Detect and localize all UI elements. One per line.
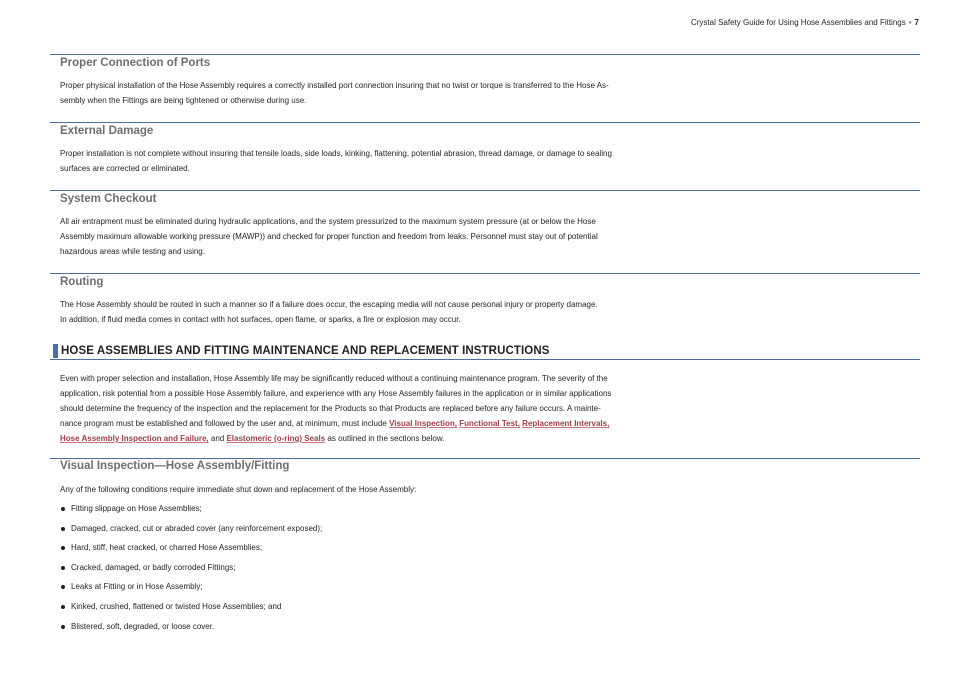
maintenance-tail: as outlined in the sections below. — [327, 434, 445, 443]
list-item — [60, 601, 322, 621]
maintenance-line-4: nance program must be established and followed by the user and, at minimum, must include — [60, 419, 387, 428]
list-item — [60, 542, 322, 562]
visual-intro: Any of the following conditions require immediate shut down and replacement of the Hose Assembly: — [60, 485, 417, 494]
bullet-icon — [61, 546, 65, 550]
list-item — [60, 581, 322, 601]
link-hose-assembly-inspection[interactable]: Hose Assembly Inspection and Failure, — [60, 434, 209, 443]
list-item-text: Blistered, soft, degraded, or loose cover. — [71, 621, 215, 631]
heading-maintenance: HOSE ASSEMBLIES AND FITTING MAINTENANCE AND REPLACEMENT INSTRUCTIONS — [61, 345, 550, 357]
list-item — [60, 523, 322, 543]
bullet-icon — [61, 566, 65, 570]
list-item-text: Fitting slippage on Hose Assemblies; — [71, 504, 202, 513]
running-header — [691, 18, 919, 27]
heading-accent-bar — [53, 344, 58, 358]
heading-proper-connection: Proper Connection of Ports — [60, 57, 211, 69]
heading-visual-inspection: Visual Inspection—Hose Assembly/Fitting — [60, 460, 290, 472]
checkout-line-3: hazardous areas while testing and using. — [60, 247, 205, 256]
bullet-icon — [61, 585, 65, 589]
heading-system-checkout: System Checkout — [60, 193, 157, 205]
routing-paragraph — [60, 297, 700, 327]
list-item — [60, 503, 322, 523]
page-number: 7 — [914, 18, 919, 27]
heading-routing: Routing — [60, 276, 104, 288]
list-item — [60, 621, 322, 641]
maintenance-line-1: Even with proper selection and installation, Hose Assembly life may be significantly reduced without a continuing maintenance program. The severity of the — [60, 374, 608, 383]
bullet-icon — [61, 527, 65, 531]
maintenance-paragraph — [60, 371, 710, 446]
maintenance-line-2: application, risk potential from a possible Hose Assembly failure, and experience with any Hose Assembly failures in the application or in similar applications — [60, 389, 612, 398]
checkout-line-2: Assembly maximum allowable working pressure (MAWP)) and checked for proper function and freedom from leaks. Personnel must stay out of potential — [60, 232, 598, 241]
list-item-text: Kinked, crushed, flattened or twisted Hose Assemblies; and — [71, 601, 282, 611]
list-item — [60, 562, 322, 582]
section-divider — [50, 458, 920, 459]
damage-line-1: Proper installation is not complete without insuring that tensile loads, side loads, kinking, flattening, potential abrasion, thread damage, or damage to sealing — [60, 149, 612, 158]
checkout-paragraph — [60, 214, 700, 259]
bullet-icon — [61, 605, 65, 609]
checkout-line-1: All air entrapment must be eliminated during hydraulic applications, and the system pressurized to the maximum system pressure (at or below the Hose — [60, 217, 596, 226]
routing-line-1: The Hose Assembly should be routed in such a manner so if a failure does occur, the escaping media will not cause personal injury or property damage. — [60, 300, 598, 309]
list-item-text: Leaks at Fitting or in Hose Assembly; — [71, 582, 203, 592]
routing-line-2: In addition, if fluid media comes in contact with hot surfaces, open flame, or sparks, a fire or explosion may occur. — [60, 315, 461, 324]
link-replacement-intervals[interactable]: Replacement Intervals, — [522, 419, 610, 428]
section-divider — [50, 359, 920, 360]
ports-paragraph — [60, 78, 700, 108]
bullet-separator-icon: • — [908, 18, 912, 27]
condition-list — [60, 503, 322, 640]
bullet-icon — [61, 625, 65, 629]
bullet-icon — [61, 507, 65, 511]
list-item-text: Hard, stiff, heat cracked, or charred Hose Assemblies; — [71, 543, 263, 553]
list-item-text: Cracked, damaged, or badly corroded Fittings; — [71, 562, 236, 572]
major-heading — [53, 344, 550, 358]
section-divider — [50, 190, 920, 191]
ports-line-1: Proper physical installation of the Hose Assembly requires a correctly installed port connection insuring that no twist or torque is transferred to the Hose As- — [60, 81, 609, 90]
section-divider — [50, 273, 920, 274]
maintenance-and-word: and — [210, 434, 225, 443]
damage-line-2: surfaces are corrected or eliminated. — [60, 164, 190, 173]
section-divider — [50, 122, 920, 123]
link-functional-test[interactable]: Functional Test, — [459, 419, 520, 428]
heading-external-damage: External Damage — [60, 125, 154, 137]
ports-line-2: sembly when the Fittings are being tightened or otherwise during use. — [60, 96, 307, 105]
list-item-text: Damaged, cracked, cut or abraded cover (any reinforcement exposed); — [71, 523, 323, 533]
damage-paragraph — [60, 146, 700, 176]
header-title: Crystal Safety Guide for Using Hose Assemblies and Fittings — [690, 18, 906, 27]
link-elastomeric-seals[interactable]: Elastomeric (o-ring) Seals — [226, 434, 326, 443]
maintenance-line-3: should determine the frequency of the inspection and the replacement for the Products so that Products are replaced before any failure occurs. A mainte- — [60, 404, 601, 413]
section-divider — [50, 54, 920, 55]
link-visual-inspection[interactable]: Visual Inspection, — [389, 419, 457, 428]
